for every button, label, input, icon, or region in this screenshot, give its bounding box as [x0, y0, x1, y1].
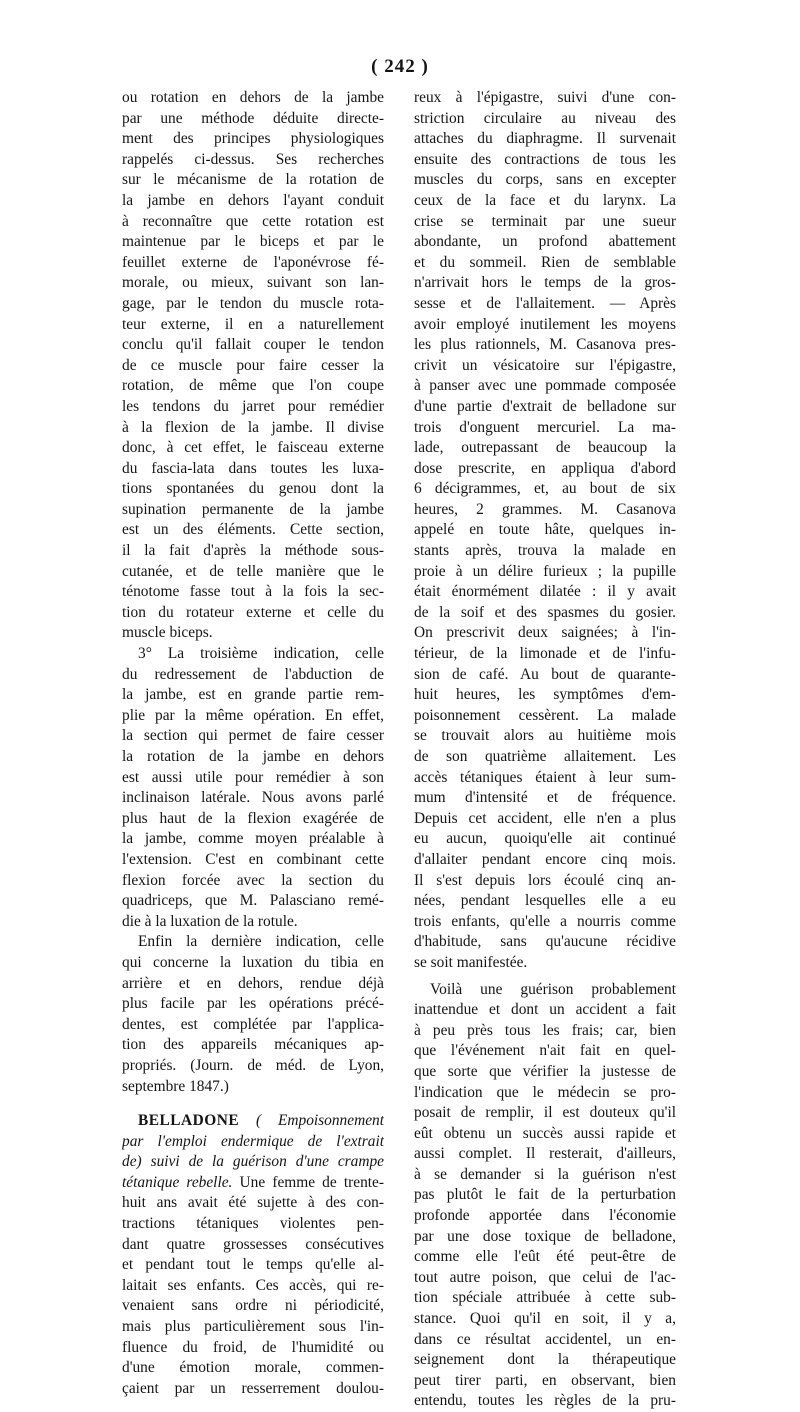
text-line: rappelés ci-dessus. Ses recherches — [122, 150, 384, 168]
text-line: supination permanente de la jambe — [122, 500, 384, 518]
text-line: et du sommeil. Rien de semblable — [414, 253, 676, 271]
text-line: entendu, toutes les règles de la pru- — [414, 1392, 676, 1410]
text-line: laitait ses enfants. Ces accès, qui re- — [122, 1276, 384, 1294]
text-line: Enfin la dernière indication, celle — [138, 933, 384, 951]
text-line: plus facile par les opérations précé- — [122, 995, 384, 1013]
text-line: crise se terminait par une sueur — [414, 212, 676, 230]
text-line: l'indication que le médecin se pro- — [414, 1083, 676, 1101]
text-line: avoir employé inutilement les moyens — [414, 315, 676, 333]
text-line: térieur, de la limonade et de l'infu- — [414, 645, 676, 663]
text-line: trois enfants, qu'elle a nourris comme — [414, 912, 676, 930]
text-line: par une dose toxique de belladone, — [414, 1227, 676, 1245]
text-line: donc, à cet effet, le faisceau externe — [122, 439, 384, 457]
text-line: huit heures, les symptômes d'em- — [414, 686, 676, 704]
text-line: la jambe en dehors l'ayant conduit — [122, 191, 384, 209]
text-line: Voilà une guérison probablement — [430, 980, 676, 998]
text-line: la jambe, est en grande partie rem- — [122, 686, 384, 704]
text-line: se soit manifestée. — [414, 953, 528, 971]
text-line: du redressement de l'abduction de — [122, 665, 384, 683]
text-line: les plus rationnels, M. Casanova pres- — [414, 336, 676, 354]
text-line: appelé en toute hâte, quelques in- — [414, 521, 676, 539]
right-column — [414, 88, 676, 1412]
text-line: inclinaison latérale. Nous avons parlé — [122, 789, 384, 807]
text-line: tions spontanées du genou dont la — [122, 480, 384, 498]
text-line: eût obtenu un succès aussi rapide et — [414, 1124, 676, 1142]
text-line: il la fait d'après la méthode sous- — [122, 542, 384, 560]
text-line: la section qui permet de faire cesser — [122, 727, 384, 745]
text-line: die à la luxation de la rotule. — [122, 912, 298, 930]
text-line: sesse et de l'allaitement. — Après — [414, 294, 676, 312]
text-line: mum d'intensité et de fréquence. — [414, 789, 676, 807]
text-line: reux à l'épigastre, suivi d'une con- — [414, 89, 676, 106]
left-column — [122, 88, 384, 1399]
text-line: accès tétaniques étaient à leur sum- — [414, 768, 676, 786]
text-line: d'une émotion morale, commen- — [122, 1359, 384, 1377]
text-line: propriés. (Journ. de méd. de Lyon, — [122, 1056, 384, 1074]
text-line: tion spéciale attribuée à cette sub- — [414, 1289, 676, 1307]
text-line: par une méthode déduite directe- — [122, 109, 384, 127]
text-line: d'une partie d'extrait de belladone sur — [414, 397, 676, 415]
text-line: tion des appareils mécaniques ap- — [122, 1036, 384, 1054]
text-line: 6 décigrammes, et, au bout de six — [414, 480, 676, 498]
text-line: à reconnaître que cette rotation est — [122, 212, 384, 230]
text-line: rotation, de même que l'on coupe — [122, 377, 384, 395]
text-line: seignement dont la thérapeutique — [414, 1351, 676, 1369]
text-line: profonde apportée dans l'économie — [414, 1207, 676, 1225]
text-line: stance. Quoi qu'il en soit, il y a, — [414, 1310, 676, 1328]
text-line: ou rotation en dehors de la jambe — [122, 89, 384, 106]
text-line: huit ans avait été sujette à des con- — [122, 1194, 384, 1212]
text-line: teur externe, il en a naturellement — [122, 315, 384, 333]
text-line: tractions tétaniques violentes pen- — [122, 1215, 384, 1233]
text-line: dose prescrite, en appliqua d'abord — [414, 459, 676, 477]
text-line: nées, pendant lesquelles elle a eu — [414, 892, 676, 910]
text-line: heures, 2 grammes. M. Casanova — [414, 500, 676, 518]
text-line: stants après, trouva la malade en — [414, 542, 676, 560]
text-line: 3° La troisième indication, celle — [138, 645, 384, 663]
text-line: lade, outrepassant de beaucoup la — [414, 439, 676, 457]
text-line: d'habitude, sans qu'aucune récidive — [414, 933, 676, 951]
text-line: attaches du diaphragme. Il survenait — [414, 130, 676, 148]
text-line: eu aucun, quoiqu'elle ait continué — [414, 830, 676, 848]
text-line: à peu près tous les frais; car, bien — [414, 1021, 676, 1039]
text-line: poisonnement cessèrent. La malade — [414, 706, 676, 724]
text-line: Il s'est depuis lors écoulé cinq an- — [414, 871, 676, 889]
text-line: feuillet externe de l'aponévrose fé- — [122, 253, 384, 271]
text-line: cutanée, et de telle manière que le — [122, 562, 384, 580]
text-line: par l'emploi endermique de l'extrait — [122, 1132, 384, 1150]
text-line: de son quatrième allaitement. Les — [414, 748, 676, 765]
text-line: du fascia-lata dans toutes les luxa- — [122, 459, 384, 477]
text-line: striction circulaire au niveau des — [414, 109, 676, 127]
text-line: ceux de la face et du larynx. La — [414, 191, 676, 209]
text-line: On prescrivit deux saignées; à l'in- — [414, 624, 676, 642]
text-line: posait de remplir, il est douteux qu'il — [414, 1104, 676, 1122]
text-line: gage, par le tendon du muscle rota- — [122, 294, 384, 312]
text-line: conclu qu'il fallait couper le tendon — [122, 336, 384, 354]
text-line: ment des principes physiologiques — [122, 130, 384, 148]
text-line: les tendons du jarret pour remédier — [122, 397, 384, 415]
text-line: se trouvait alors au huitième mois — [414, 727, 676, 745]
text-line: trois d'onguent mercuriel. La ma- — [414, 418, 676, 436]
text-line: pas plutôt le fait de la perturbation — [414, 1186, 676, 1204]
text-line: la rotation de la jambe en dehors — [122, 748, 384, 765]
text-line: était énormément dilatée : il y avait — [414, 583, 676, 601]
text-line: maintenue par le biceps et par le — [122, 233, 384, 251]
text-line: à panser avec une pommade composée — [414, 377, 676, 395]
text-line: çaient par un resserrement doulou- — [122, 1379, 384, 1397]
text-line: arrière et en dehors, rendue déjà — [122, 974, 384, 992]
text-line: n'arrivait hors le temps de la gros- — [414, 274, 676, 292]
text-line: de la soif et des spasmes du gosier. — [414, 603, 676, 621]
text-line: la jambe, comme moyen préalable à — [122, 830, 384, 848]
text-line: venaient sans ordre ni périodicité, — [122, 1297, 384, 1315]
text-line: abondante, un profond abattement — [414, 233, 676, 251]
text-line: tion du rotateur externe et celle du — [122, 603, 384, 621]
text-line: que sorte que vérifier la justesse de — [414, 1062, 676, 1080]
text-line: à se demander si la guérison n'est — [414, 1165, 676, 1183]
text-line: et pendant tout le temps qu'elle al- — [122, 1256, 384, 1274]
text-line: morale, ou mieux, suivant son lan- — [122, 274, 384, 292]
text-line: d'allaiter pendant encore cinq mois. — [414, 850, 676, 868]
text-line: ensuite des contractions de tous les — [414, 150, 676, 168]
text-line: tétanique rebelle. Une femme de trente- — [122, 1173, 384, 1191]
text-line: tout autre poison, que celui de l'ac- — [414, 1268, 676, 1286]
text-line: fluence du froid, de l'humidité ou — [122, 1338, 384, 1356]
text-line: peut tirer parti, en observant, bien — [414, 1371, 676, 1389]
text-line: de) suivi de la guérison d'une crampe — [122, 1153, 384, 1171]
page-number: ( 242 ) — [371, 56, 429, 77]
text-line: sur le mécanisme de la rotation de — [122, 171, 384, 189]
text-line: mais plus particulièrement sous l'in- — [122, 1318, 384, 1336]
text-line: quadriceps, que M. Palasciano remé- — [122, 892, 384, 910]
text-line: sion de café. Au bout de quarante- — [414, 665, 676, 683]
text-line: de ce muscle pour faire cesser la — [122, 356, 384, 374]
text-line: dant quatre grossesses consécutives — [122, 1235, 384, 1253]
text-line: comme elle l'eût été peut-être de — [414, 1248, 676, 1266]
text-line: septembre 1847.) — [122, 1077, 229, 1095]
text-line: proie à un délire furieux ; la pupille — [414, 562, 676, 580]
text-line: muscle biceps. — [122, 624, 213, 642]
text-line: muscles du corps, sans en excepter — [414, 171, 676, 189]
text-line: plie par la même opération. En effet, — [122, 706, 384, 724]
text-line: ténotome fasse tout à la fois la sec- — [122, 583, 384, 601]
text-line: est un des éléments. Cette section, — [122, 521, 384, 539]
text-line: à la flexion de la jambe. Il divise — [122, 418, 384, 436]
text-line: dentes, est complétée par l'applica- — [122, 1015, 384, 1033]
text-line: BELLADONE ( Empoisonnement — [138, 1112, 384, 1130]
text-line: Depuis cet accident, elle n'en a plus — [414, 809, 676, 827]
text-line: qui concerne la luxation du tibia en — [122, 953, 384, 971]
text-line: est aussi utile pour remédier à son — [122, 768, 384, 786]
text-line: dans ce résultat accidentel, un en- — [414, 1330, 676, 1348]
text-line: que l'événement n'ait fait en quel- — [414, 1042, 676, 1060]
text-line: inattendue et dont un accident a fait — [414, 1001, 676, 1019]
text-line: crivit un vésicatoire sur l'épigastre, — [414, 356, 676, 374]
text-line: plus haut de la flexion exagérée de — [122, 809, 384, 827]
text-line: l'extension. C'est en combinant cette — [122, 850, 384, 868]
text-line: flexion forcée avec la section du — [122, 871, 384, 889]
text-line: aussi complet. Il resterait, d'ailleurs, — [414, 1145, 676, 1163]
